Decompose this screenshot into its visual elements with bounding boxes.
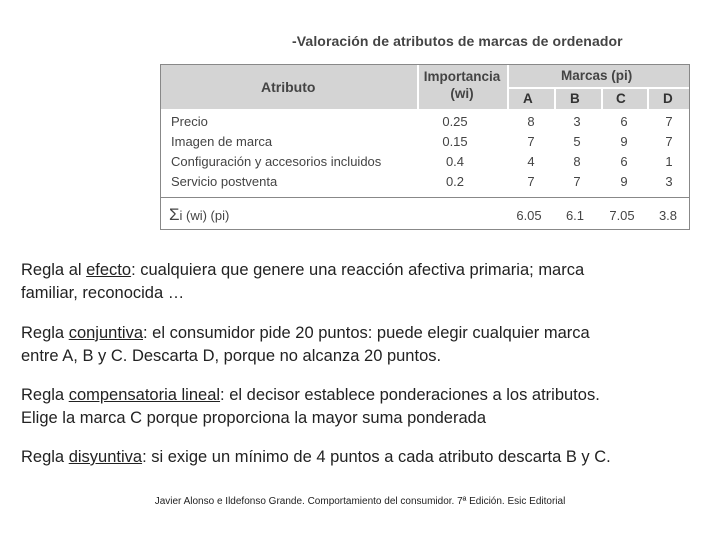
table-header	[161, 65, 689, 109]
rule-compensatoria-lineal: Regla compensatoria lineal: el decisor establece ponderaciones a los atributos. Elige la marca C porque proporciona la mayor suma ponderada	[21, 386, 600, 427]
attribute-valuation-table	[160, 64, 690, 230]
row-importance: 0.25	[442, 114, 468, 129]
row-value-b: 3	[573, 114, 581, 129]
total-c: 7.05	[609, 208, 635, 223]
rule-conjuntiva: Regla conjuntiva: el consumidor pide 20 puntos: puede elegir cualquier marca entre A, B y C. Descarta D, porque no alcanza 20 puntos.	[21, 324, 590, 365]
header-atributo: Atributo	[261, 79, 316, 95]
total-d: 3.8	[658, 208, 678, 223]
row-value-c: 6	[620, 114, 628, 129]
row-value-c: 9	[620, 174, 628, 189]
weighted-sum-label: Σi (wi) (pi)	[169, 205, 230, 224]
row-importance: 0.15	[442, 134, 468, 149]
row-value-c: 6	[620, 154, 628, 169]
row-value-d: 7	[665, 114, 673, 129]
brand-a-header: A	[523, 91, 533, 106]
header-divider	[417, 65, 419, 109]
total-b: 6.1	[565, 208, 585, 223]
table-title: -Valoración de atributos de marcas de ordenador	[292, 33, 623, 49]
header-divider	[647, 88, 649, 109]
rule-disyuntiva: Regla disyuntiva: si exige un mínimo de 4 puntos a cada atributo descarta B y C.	[21, 448, 611, 466]
brand-d-header: D	[663, 91, 673, 106]
brand-b-header: B	[570, 91, 580, 106]
rule-efecto: Regla al efecto: cualquiera que genere una reacción afectiva primaria; marca familiar, reconocida …	[21, 261, 585, 302]
row-value-d: 3	[665, 174, 673, 189]
header-divider	[554, 88, 556, 109]
row-importance: 0.2	[445, 174, 465, 189]
header-divider	[507, 87, 689, 89]
row-value-d: 1	[665, 154, 673, 169]
row-value-b: 8	[573, 154, 581, 169]
brand-c-header: C	[616, 91, 626, 106]
row-value-a: 7	[527, 174, 535, 189]
total-a: 6.05	[516, 208, 542, 223]
row-value-b: 5	[573, 134, 581, 149]
row-attribute: Configuración y accesorios incluidos	[171, 154, 382, 169]
sum-divider	[161, 197, 689, 198]
row-value-c: 9	[620, 134, 628, 149]
row-value-a: 4	[527, 154, 535, 169]
header-divider	[601, 88, 603, 109]
header-importancia: Importancia (wi)	[423, 69, 501, 101]
row-value-d: 7	[665, 134, 673, 149]
citation-footer: Javier Alonso e Ildefonso Grande. Comportamiento del consumidor. 7ª Edición. Esic Editorial	[154, 496, 566, 507]
row-value-b: 7	[573, 174, 581, 189]
header-marcas: Marcas (pi)	[561, 68, 633, 83]
row-value-a: 8	[527, 114, 535, 129]
row-attribute: Precio	[171, 114, 208, 129]
row-attribute: Servicio postventa	[171, 174, 278, 189]
row-value-a: 7	[527, 134, 535, 149]
row-attribute: Imagen de marca	[171, 134, 273, 149]
row-importance: 0.4	[445, 154, 465, 169]
